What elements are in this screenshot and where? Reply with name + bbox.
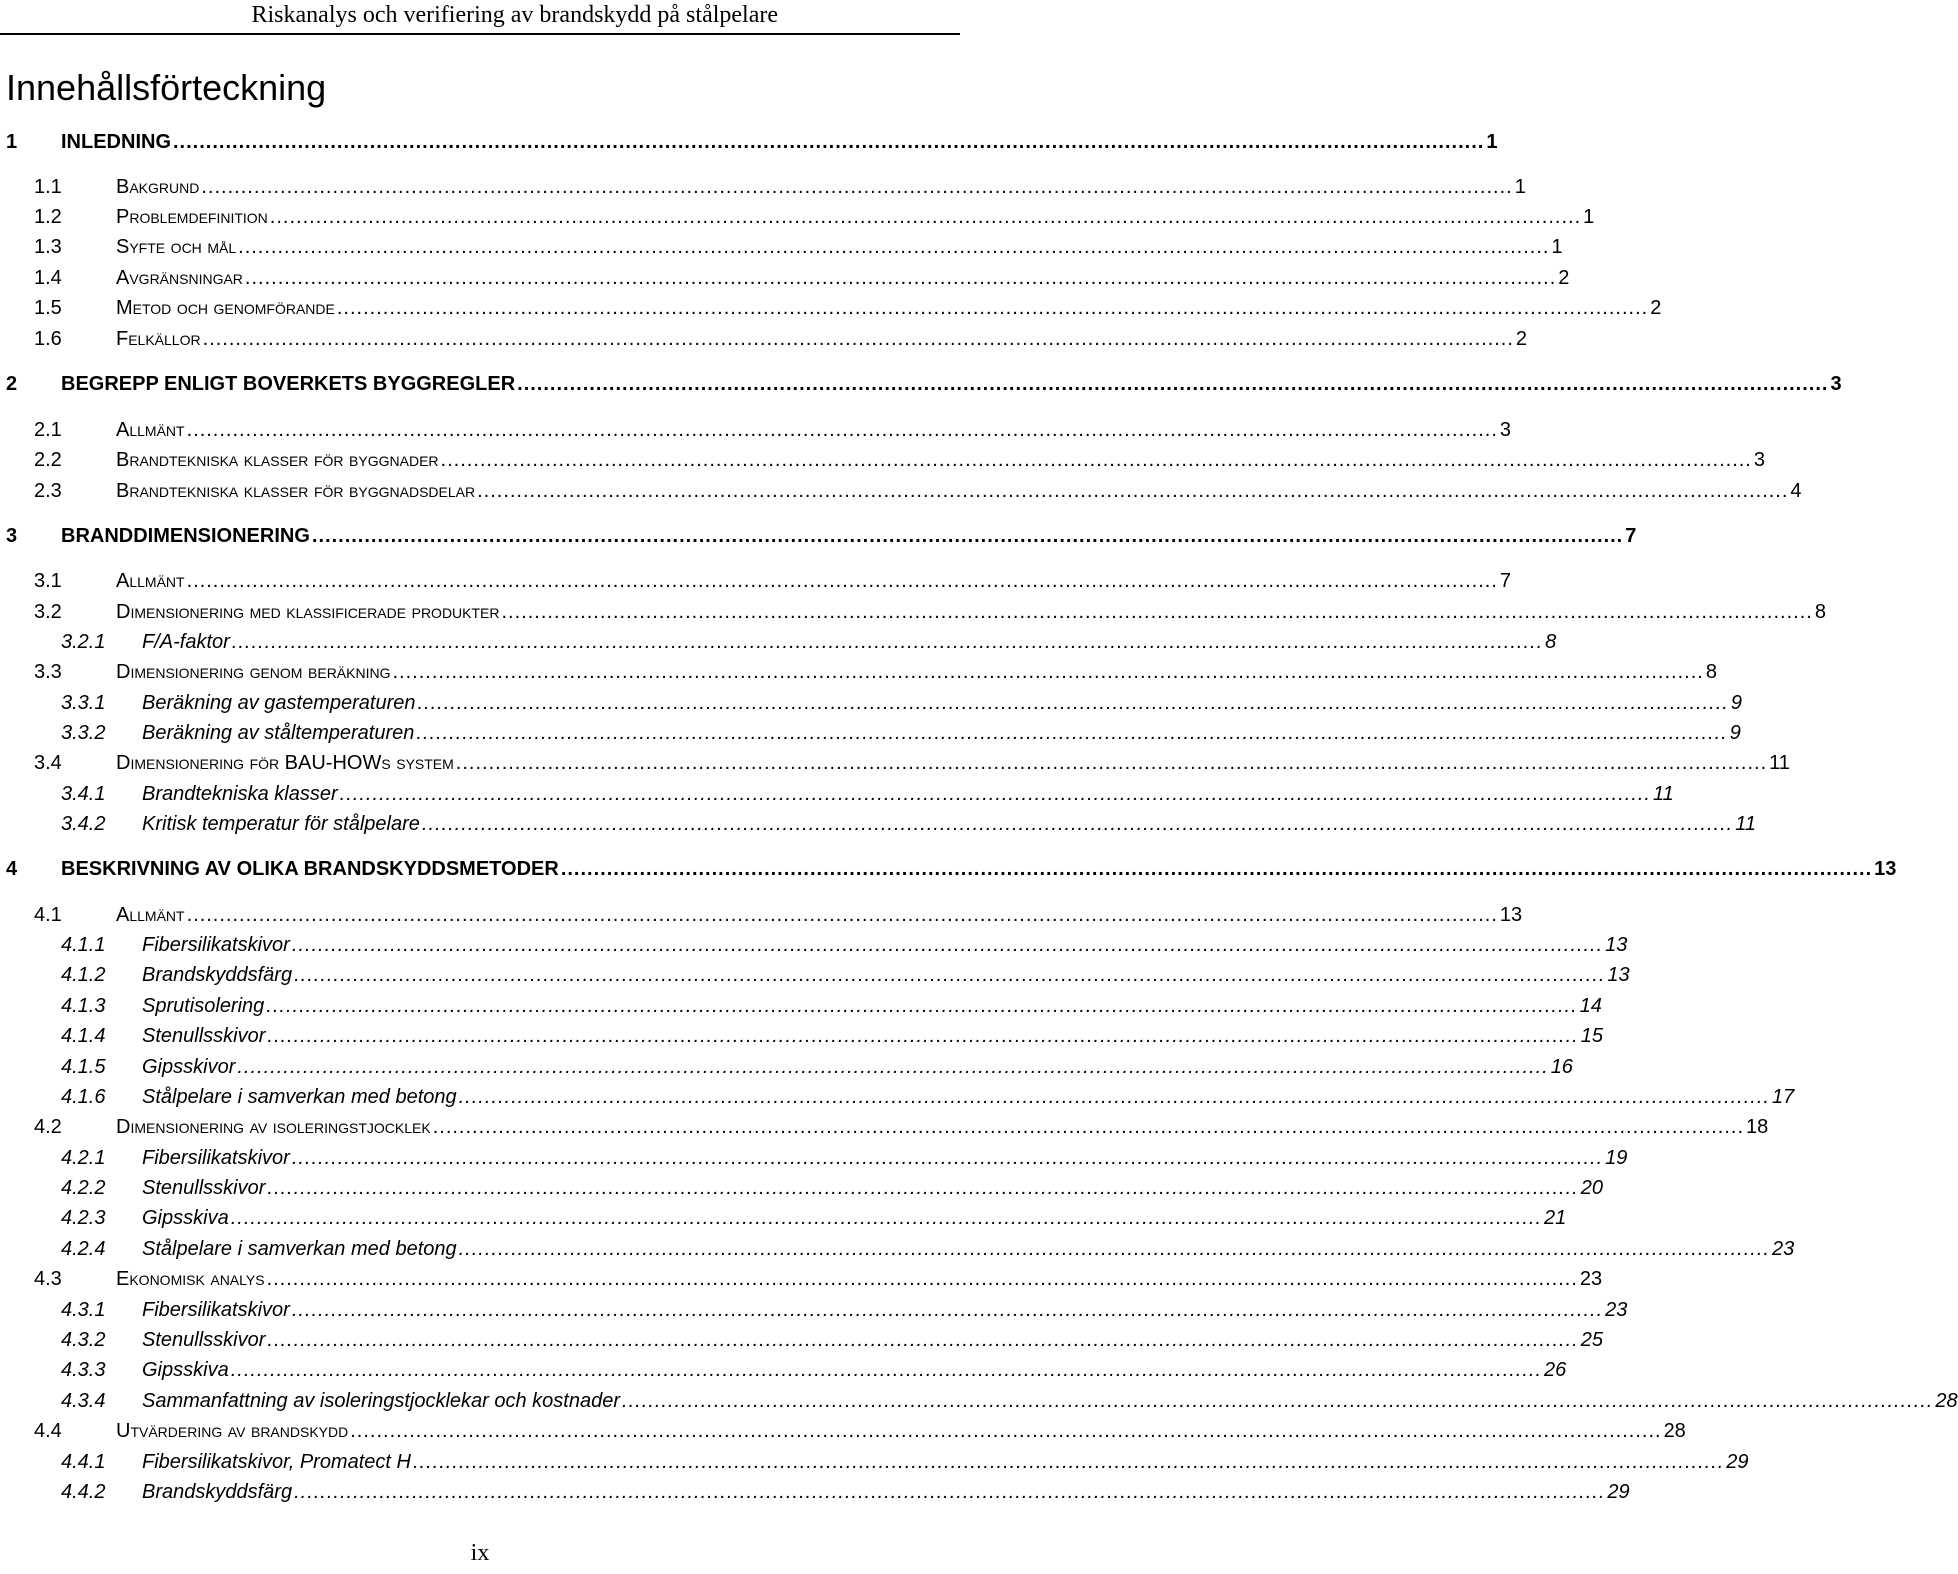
toc-entry[interactable] [0,1416,1686,1446]
toc-entry-title: Avgränsningar [116,267,243,289]
toc-entry[interactable] [0,748,1790,778]
toc-entry-page: 1 [1486,131,1498,153]
toc-entry-title: BRANDDIMENSIONERING [61,525,310,547]
toc-entry[interactable] [0,566,1512,596]
toc-entry-number: 3.4 [34,752,62,774]
toc-entry[interactable] [0,1264,1603,1294]
toc-entry-page: 13 [1607,964,1630,986]
toc-leader-dots: ........................................................................................................................................................................................................ [186,904,1498,926]
toc-leader-dots: ........................................................................................................................................................................................................ [266,995,1578,1017]
toc-entry-page: 23 [1579,1268,1603,1290]
toc-entry-page: 2 [1650,297,1662,319]
toc-leader-dots: ........................................................................................................................................................................................................ [231,631,1544,653]
toc-entry-page: 11 [1735,813,1756,835]
toc-entry-number: 4.3.2 [61,1329,106,1351]
toc-entry-number: 3.3.1 [61,692,106,714]
toc-entry-title: Ekonomisk analys [116,1268,265,1290]
toc-entry-page: 29 [1726,1451,1749,1473]
toc-entry-number: 4.2.2 [61,1177,106,1199]
toc-entry-page: 21 [1544,1207,1567,1229]
toc-leader-dots: ........................................................................................................................................................................................................ [294,1481,1606,1503]
toc-entry-page: 7 [1499,570,1512,592]
toc-leader-dots: ........................................................................................................................................................................................................ [269,206,1582,228]
toc-entry-title: Kritisk temperatur för stålpelare [142,813,420,835]
toc-leader-dots: ........................................................................................................................................................................................................ [237,1056,1549,1078]
toc-entry[interactable] [0,900,1523,930]
toc-leader-dots: ........................................................................................................................................................................................................ [458,1238,1770,1260]
running-title: Riskanalys och verifiering av brandskydd på stålpelare [251,2,778,28]
toc-entry[interactable] [0,1325,1603,1355]
toc-entry-title: Sprutisolering [142,995,265,1017]
toc-leader-dots: ........................................................................................................................................................................................................ [517,373,1829,395]
toc-entry-page: 29 [1607,1481,1630,1503]
toc-entry-number: 4.4.2 [61,1481,106,1503]
toc-entry-title: Brandskyddsfärg [142,964,293,986]
toc-leader-dots: ........................................................................................................................................................................................................ [186,570,1498,592]
toc-entry-number: 4.3.3 [61,1359,106,1381]
toc-entry[interactable] [0,1234,1795,1264]
toc-leader-dots: ........................................................................................................................................................................................................ [477,480,1789,502]
toc-entry-number: 2.2 [34,449,62,471]
toc-entry-number: 4.1.1 [61,934,106,956]
toc-entry[interactable] [0,688,1742,718]
toc-entry-number: 4.4 [34,1420,62,1442]
page-number: ix [470,1540,490,1566]
toc-entry-number: 4.1.2 [61,964,106,986]
toc-entry-title: Stålpelare i samverkan med betong [142,1086,457,1108]
toc-heading: Innehållsförteckning [6,67,327,108]
toc-entry[interactable] [0,369,1842,399]
toc-entry[interactable] [0,930,1628,960]
toc-entry-number: 1.1 [34,176,62,198]
toc-entry[interactable] [0,1386,1958,1416]
toc-entry-title: Stenullsskivor [142,1177,266,1199]
toc-entry-title: Brandskyddsfärg [142,1481,293,1503]
toc-entry-title: Brandtekniska klasser för byggnadsdelar [116,480,476,502]
toc-leader-dots: ........................................................................................................................................................................................................ [336,297,1649,319]
toc-entry-number: 3.1 [34,570,62,592]
toc-entry-page: 16 [1550,1056,1573,1078]
toc-leader-dots: ........................................................................................................................................................................................................ [202,328,1514,350]
toc-entry-page: 9 [1729,722,1741,744]
toc-entry[interactable] [0,779,1674,809]
toc-entry-page: 20 [1580,1177,1603,1199]
toc-leader-dots: ........................................................................................................................................................................................................ [501,601,1813,623]
toc-entry-page: 8 [1545,631,1557,653]
toc-entry-page: 11 [1769,752,1790,774]
toc-entry-page: 23 [1771,1238,1795,1260]
toc-entry-number: 4.3 [34,1268,62,1290]
toc-entry[interactable] [0,1082,1795,1112]
toc-entry[interactable] [0,1112,1769,1142]
toc-entry-page: 26 [1544,1359,1567,1381]
toc-entry-title: Fibersilikatskivor [142,1299,290,1321]
toc-entry-number: 4.3.1 [61,1299,106,1321]
running-header [0,0,960,35]
toc-entry-page: 8 [1814,601,1826,623]
toc-entry-title: INLEDNING [61,131,171,153]
toc-entry-page: 28 [1935,1390,1958,1412]
toc-leader-dots: ........................................................................................................................................................................................................ [267,1177,1579,1199]
toc-entry-page: 4 [1790,480,1802,502]
toc-entry[interactable] [0,1052,1573,1082]
toc-entry[interactable] [0,521,1637,551]
toc-entry-title: Brandtekniska klasser för byggnader [116,449,439,471]
toc-entry[interactable] [0,1477,1630,1507]
toc-entry-number: 2 [6,373,18,395]
toc-leader-dots: ........................................................................................................................................................................................................ [311,525,1624,547]
toc-entry-number: 4.2.3 [61,1207,106,1229]
toc-entry-number: 2.1 [34,419,62,441]
toc-entry-number: 1.3 [34,236,62,258]
toc-leader-dots: ........................................................................................................................................................................................................ [201,176,1513,198]
toc-entry-title: Utvärdering av brandskydd [116,1420,349,1442]
toc-entry-number: 1.6 [34,328,62,350]
toc-entry-page: 1 [1514,176,1526,198]
toc-entry-number: 4.2 [34,1116,62,1138]
toc-entry-title: Bakgrund [116,176,200,198]
toc-leader-dots: ........................................................................................................................................................................................................ [412,1451,1725,1473]
toc-entry[interactable] [0,293,1662,323]
toc-entry-page: 13 [1605,934,1628,956]
toc-entry[interactable] [0,657,1717,687]
toc-entry-number: 1.2 [34,206,62,228]
toc-entry-page: 28 [1663,1420,1686,1442]
toc-leader-dots: ........................................................................................................................................................................................................ [339,783,1651,805]
toc-entry-title: BEGREPP ENLIGT BOVERKETS BYGGREGLER [61,373,516,395]
toc-entry-page: 7 [1625,525,1637,547]
toc-leader-dots: ........................................................................................................................................................................................................ [267,1025,1579,1047]
toc-entry-number: 4.2.1 [61,1147,106,1169]
toc-entry-title: Stålpelare i samverkan med betong [142,1238,457,1260]
toc-entry-number: 1 [6,131,18,153]
toc-entry-number: 3 [6,525,18,547]
toc-entry[interactable] [0,1143,1628,1173]
toc-entry[interactable] [0,1447,1749,1477]
toc-entry-title: F/A-faktor [142,631,230,653]
toc-leader-dots: ........................................................................................................................................................................................................ [266,1268,1578,1290]
toc-entry-number: 4 [6,858,18,880]
toc-entry-title: Beräkning av ståltemperaturen [142,722,415,744]
toc-entry-title: Allmänt [116,419,185,441]
toc-entry[interactable] [0,1021,1603,1051]
toc-entry-title: Syfte och mål [116,236,237,258]
toc-entry[interactable] [0,232,1563,262]
toc-entry[interactable] [0,809,1756,839]
toc-leader-dots: ........................................................................................................................................................................................................ [432,1116,1745,1138]
toc-entry[interactable] [0,324,1528,354]
toc-entry[interactable] [0,476,1802,506]
toc-leader-dots: ........................................................................................................................................................................................................ [440,449,1752,471]
toc-entry[interactable] [0,960,1630,990]
toc-leader-dots: ........................................................................................................................................................................................................ [267,1329,1579,1351]
toc-leader-dots: ........................................................................................................................................................................................................ [350,1420,1662,1442]
toc-entry-number: 3.2.1 [61,631,106,653]
toc-leader-dots: ........................................................................................................................................................................................................ [291,1147,1604,1169]
toc-leader-dots: ........................................................................................................................................................................................................ [230,1359,1543,1381]
toc-leader-dots: ........................................................................................................................................................................................................ [392,661,1704,683]
toc-entry-page: 15 [1580,1025,1603,1047]
toc-entry-number: 3.4.2 [61,813,106,835]
toc-entry-page: 2 [1515,328,1528,350]
toc-entry-title: Metod och genomförande [116,297,335,319]
toc-entry-title: Dimensionering med klassificerade produkter [116,601,500,623]
toc-entry[interactable] [0,854,1897,884]
toc-entry-title: Gipsskivor [142,1056,236,1078]
toc-leader-dots: ........................................................................................................................................................................................................ [560,858,1873,880]
toc-entry-page: 11 [1652,783,1674,805]
toc-entry-number: 4.1.6 [61,1086,106,1108]
toc-entry-number: 4.4.1 [61,1451,106,1473]
toc-entry-page: 13 [1499,904,1523,926]
toc-entry[interactable] [0,172,1526,202]
toc-entry-number: 2.3 [34,480,62,502]
toc-entry-page: 17 [1771,1086,1795,1108]
toc-entry-number: 4.1.3 [61,995,106,1017]
toc-entry-title: BESKRIVNING AV OLIKA BRANDSKYDDSMETODER [61,858,559,880]
toc-entry-title: Allmänt [116,570,185,592]
toc-entry[interactable] [0,1355,1567,1385]
toc-entry-page: 14 [1579,995,1602,1017]
toc-entry[interactable] [0,202,1595,232]
toc-entry[interactable] [0,1173,1603,1203]
toc-entry-title: Problemdefinition [116,206,268,228]
toc-leader-dots: ........................................................................................................................................................................................................ [244,267,1557,289]
toc-entry-page: 23 [1605,1299,1628,1321]
toc-entry[interactable] [0,991,1602,1021]
toc-entry-title: Sammanfattning av isoleringstjocklekar och kostnader [142,1390,621,1412]
toc-entry-page: 13 [1874,858,1897,880]
toc-leader-dots: ........................................................................................................................................................................................................ [622,1390,1934,1412]
toc-entry-page: 3 [1499,419,1512,441]
toc-entry-title: Stenullsskivor [142,1025,266,1047]
toc-entry-title: Fibersilikatskivor, Promatect H [142,1451,411,1473]
toc-entry-number: 1.5 [34,297,62,319]
toc-entry-number: 3.3.2 [61,722,106,744]
toc-entry[interactable] [0,597,1826,627]
toc-entry-number: 4.3.4 [61,1390,106,1412]
toc-entry[interactable] [0,627,1557,657]
toc-entry-page: 25 [1580,1329,1603,1351]
toc-leader-dots: ........................................................................................................................................................................................................ [458,1086,1770,1108]
toc-entry-number: 4.1.4 [61,1025,106,1047]
toc-entry[interactable] [0,445,1765,475]
toc-leader-dots: ........................................................................................................................................................................................................ [421,813,1734,835]
toc-entry-number: 1.4 [34,267,62,289]
toc-entry-title: Fibersilikatskivor [142,934,290,956]
toc-entry-number: 4.1.5 [61,1056,106,1078]
toc-entry-page: 8 [1705,661,1717,683]
toc-entry-title: Allmänt [116,904,185,926]
toc-entry-page: 3 [1830,373,1842,395]
toc-leader-dots: ........................................................................................................................................................................................................ [455,752,1768,774]
toc-leader-dots: ........................................................................................................................................................................................................ [294,964,1606,986]
toc-entry[interactable] [0,1203,1567,1233]
toc-leader-dots: ........................................................................................................................................................................................................ [238,236,1550,258]
toc-entry-number: 3.3 [34,661,62,683]
toc-leader-dots: ........................................................................................................................................................................................................ [291,1299,1604,1321]
toc-entry-number: 4.1 [34,904,62,926]
toc-entry-title: Stenullsskivor [142,1329,266,1351]
toc-entry-title: Felkällor [116,328,201,350]
toc-entry-page: 3 [1753,449,1765,471]
toc-entry-title: Brandtekniska klasser [142,783,338,805]
toc-entry-number: 4.2.4 [61,1238,106,1260]
toc-entry-page: 2 [1558,267,1570,289]
toc-leader-dots: ........................................................................................................................................................................................................ [230,1207,1543,1229]
toc-entry-title: Fibersilikatskivor [142,1147,290,1169]
toc-entry-title: Beräkning av gastemperaturen [142,692,416,714]
toc-entry-page: 1 [1551,236,1563,258]
toc-entry[interactable] [0,718,1741,748]
toc-entry[interactable] [0,263,1570,293]
toc-entry-title: Dimensionering för BAU-HOWs system [116,752,454,774]
toc-entry-number: 3.4.1 [61,783,106,805]
toc-entry[interactable] [0,127,1498,157]
toc-entry[interactable] [0,415,1512,445]
toc-entry-page: 18 [1746,1116,1769,1138]
toc-entry-title: Dimensionering av isoleringstjocklek [116,1116,431,1138]
toc-leader-dots: ........................................................................................................................................................................................................ [186,419,1498,441]
toc-leader-dots: ........................................................................................................................................................................................................ [417,692,1729,714]
toc-entry-page: 1 [1583,206,1595,228]
toc-entry-page: 19 [1605,1147,1628,1169]
toc-entry[interactable] [0,1295,1628,1325]
toc-entry-title: Dimensionering genom beräkning [116,661,391,683]
toc-entry-page: 9 [1730,692,1742,714]
toc-leader-dots: ........................................................................................................................................................................................................ [173,131,1485,153]
toc-leader-dots: ........................................................................................................................................................................................................ [291,934,1604,956]
toc-leader-dots: ........................................................................................................................................................................................................ [416,722,1728,744]
toc-entry-number: 3.2 [34,601,62,623]
toc-entry-title: Gipsskiva [142,1359,229,1381]
toc-entry-title: Gipsskiva [142,1207,229,1229]
